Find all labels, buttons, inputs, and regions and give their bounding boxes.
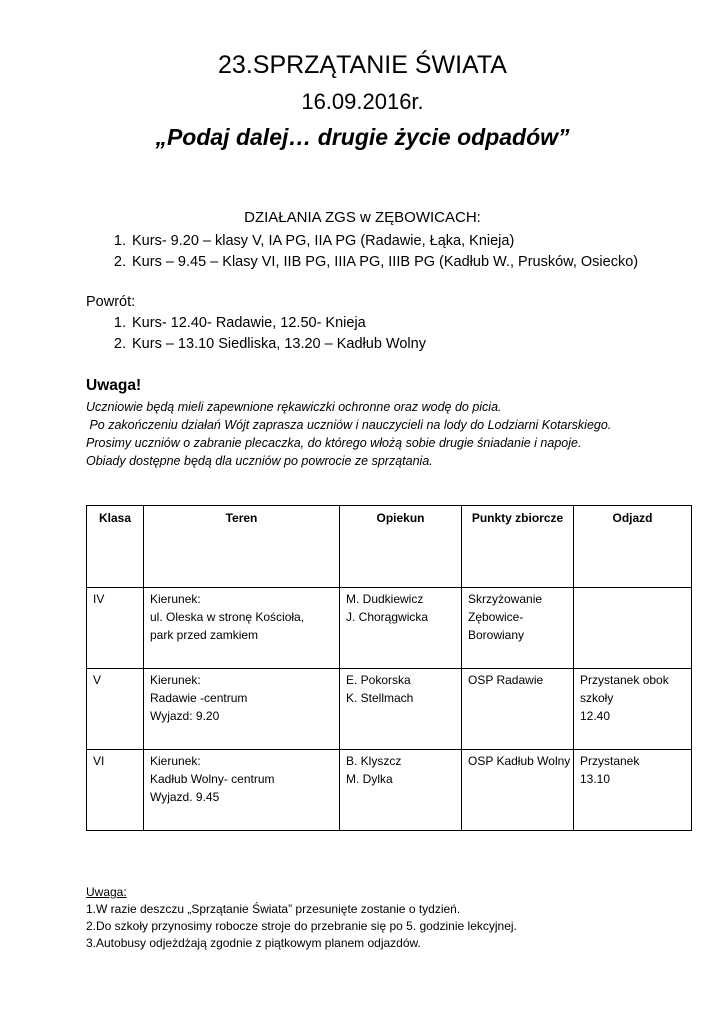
cell-line: Przystanek [580, 754, 640, 768]
footer-line: 1.W razie deszczu „Sprzątanie Świata” przesunięte zostanie o tydzień. [86, 902, 461, 916]
cell-line: Zębowice- [468, 610, 524, 624]
event-slogan: „Podaj dalej… drugie życie odpadów” [155, 124, 570, 150]
footer-heading: Uwaga: [86, 885, 127, 899]
cell-punkty [462, 588, 574, 669]
cell-line: J. Chorągwicka [346, 610, 429, 624]
cell-punkty [462, 750, 574, 831]
cell-line: 12.40 [580, 709, 611, 723]
actions-heading: DZIAŁANIA ZGS w ZĘBOWICACH: [244, 209, 481, 226]
return-item: 1. Kurs- 12.40- Radawie, 12.50- Knieja [130, 313, 690, 334]
cell-line: szkoły [580, 691, 614, 705]
schedule-table [86, 505, 692, 831]
notice-heading: Uwaga! [86, 377, 142, 394]
cell-opiekun [340, 750, 462, 831]
cell-line: E. Pokorska [346, 673, 411, 687]
column-header-opiekun: Opiekun [340, 506, 462, 588]
cell-line: 13.10 [580, 772, 611, 786]
cell-line: K. Stellmach [346, 691, 414, 705]
cell-opiekun [340, 588, 462, 669]
notice-line: Obiady dostępne będą dla uczniów po powrocie ze sprzątania. [86, 454, 433, 468]
return-label: Powrót: [86, 294, 136, 310]
table-row [87, 669, 692, 750]
cell-line: OSP Radawie [468, 673, 544, 687]
cell-line: Borowiany [468, 628, 525, 642]
cell-odjazd [574, 588, 692, 669]
cell-line: Wyjazd: 9.20 [150, 709, 220, 723]
footer-line: 3.Autobusy odjeżdżają zgodnie z piątkowym planem odjazdów. [86, 936, 421, 950]
footer-notes [86, 884, 686, 952]
cell-opiekun [340, 669, 462, 750]
cell-line: Przystanek obok [580, 673, 669, 687]
course-item: 2. Kurs – 9.45 – Klasy VI, IIB PG, IIIA PG, IIIB PG (Kadłub W., Prusków, Osiecko) [130, 252, 690, 273]
table-row [87, 750, 692, 831]
notice-text [86, 398, 686, 470]
table-row [87, 588, 692, 669]
cell-odjazd [574, 669, 692, 750]
column-header-odjazd: Odjazd [574, 506, 692, 588]
cell-line: M. Dudkiewicz [346, 592, 424, 606]
notice-line: Uczniowie będą mieli zapewnione rękawiczki ochronne oraz wodę do picia. [86, 400, 502, 414]
cell-teren [144, 750, 340, 831]
cell-klasa: VI [87, 750, 144, 831]
cell-line: Kierunek: [150, 673, 201, 687]
cell-teren [144, 588, 340, 669]
cell-line: Radawie -centrum [150, 691, 248, 705]
column-header-klasa: Klasa [87, 506, 144, 588]
document-title: 23.SPRZĄTANIE ŚWIATA [218, 51, 507, 79]
courses-list [86, 231, 690, 273]
cell-line: ul. Oleska w stronę Kościoła, [150, 610, 305, 624]
cell-punkty [462, 669, 574, 750]
cell-line: park przed zamkiem [150, 628, 259, 642]
footer-line: 2.Do szkoły przynosimy robocze stroje do przebranie się po 5. godzinie lekcyjnej. [86, 919, 517, 933]
event-date: 16.09.2016r. [301, 89, 424, 114]
column-header-teren: Teren [144, 506, 340, 588]
table-header-row [87, 506, 692, 588]
notice-line: Prosimy uczniów o zabranie plecaczka, do którego włożą sobie drugie śniadanie i napoje. [86, 436, 582, 450]
notice-line: Po zakończeniu działań Wójt zaprasza uczniów i nauczycieli na lody do Lodziarni Kotarskiego. [86, 418, 612, 432]
cell-klasa: IV [87, 588, 144, 669]
cell-line: Kierunek: [150, 754, 201, 768]
return-item: 2. Kurs – 13.10 Siedliska, 13.20 – Kadłub Wolny [130, 334, 690, 355]
cell-line: Wyjazd. 9.45 [150, 790, 220, 804]
cell-teren [144, 669, 340, 750]
cell-klasa: V [87, 669, 144, 750]
returns-list [86, 313, 690, 355]
cell-line: OSP Kadłub Wolny [468, 754, 571, 768]
cell-line: Kierunek: [150, 592, 201, 606]
cell-line: B. Klyszcz [346, 754, 402, 768]
cell-line: M. Dylka [346, 772, 393, 786]
cell-odjazd [574, 750, 692, 831]
column-header-punkty: Punkty zbiorcze [462, 506, 574, 588]
cell-line: Kadłub Wolny- centrum [150, 772, 275, 786]
course-item: 1. Kurs- 9.20 – klasy V, IA PG, IIA PG (Radawie, Łąka, Knieja) [130, 231, 690, 252]
cell-line: Skrzyżowanie [468, 592, 543, 606]
